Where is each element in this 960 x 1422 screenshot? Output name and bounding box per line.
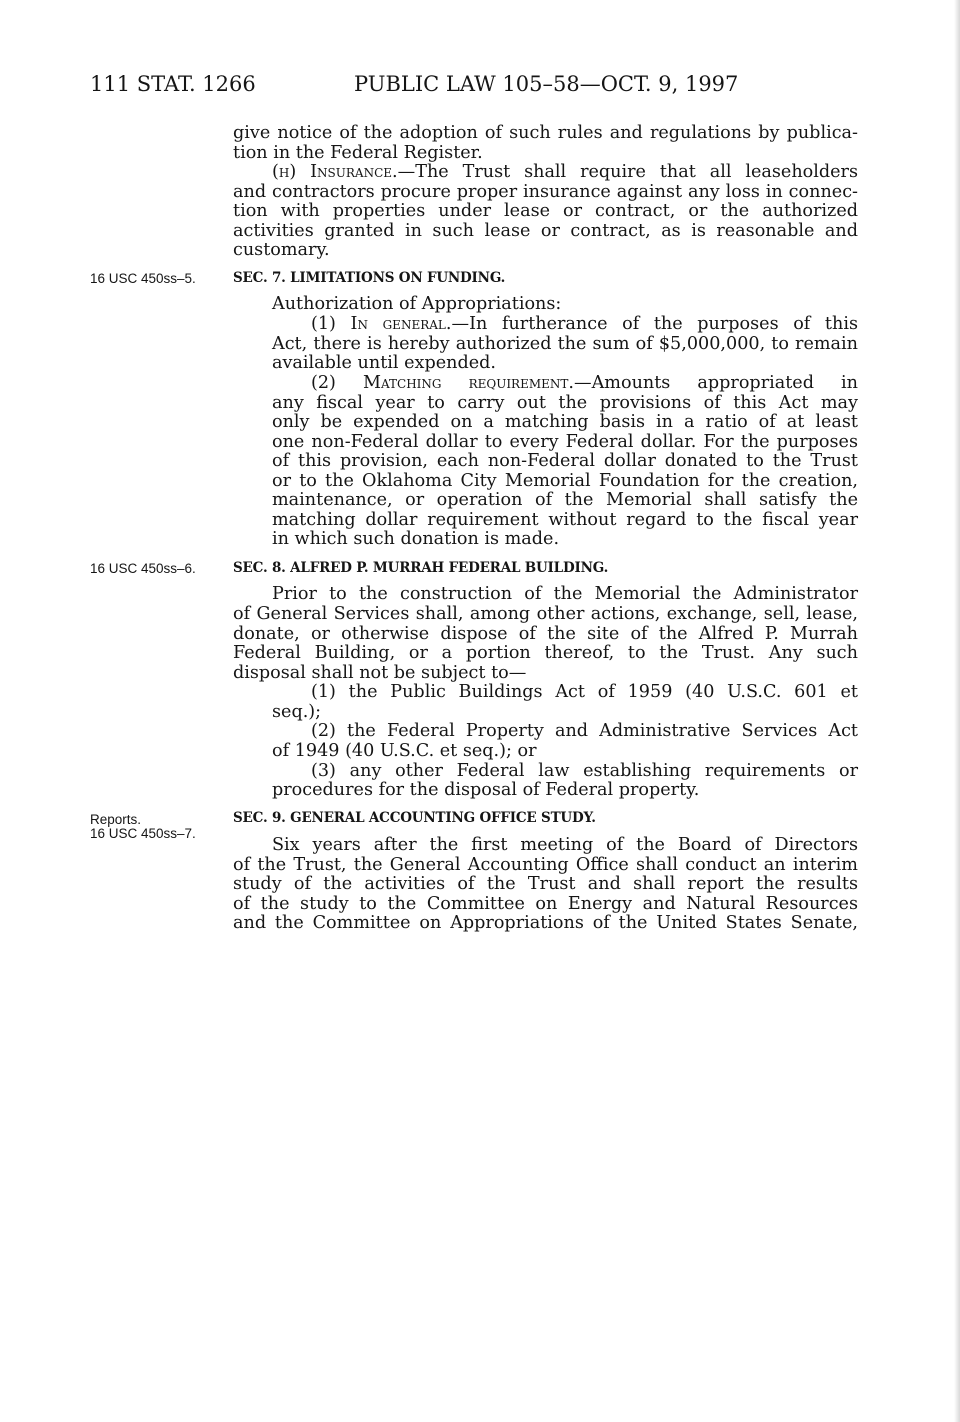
insurance-paragraph: (h) Insurance.—The Trust shall require that all leaseholders xyxy=(272,162,858,182)
body-line: only be expended on a matching basis in a ratio of at least xyxy=(272,412,858,432)
body-line: customary. xyxy=(233,240,330,260)
body-line: matching dollar requirement without regard to the fiscal year xyxy=(272,510,858,530)
body-line: Federal Building, or a portion thereof, to the Trust. Any such xyxy=(233,643,858,663)
body-line: donate, or otherwise dispose of the site of the Alfred P. Murrah xyxy=(233,624,858,644)
stat-citation: 111 STAT. 1266 xyxy=(90,72,256,96)
section-heading: SEC. 8. ALFRED P. MURRAH FEDERAL BUILDING. xyxy=(233,560,609,576)
list-item: (3) any other Federal law establishing requirements or xyxy=(311,761,858,781)
margin-citation: 16 USC 450ss–7. xyxy=(90,826,196,841)
body-line: give notice of the adoption of such rules and regulations by publica- xyxy=(233,123,858,143)
section-heading: SEC. 7. LIMITATIONS ON FUNDING. xyxy=(233,270,506,286)
body-line: and contractors procure proper insurance against any loss in connec- xyxy=(233,182,858,202)
body-line: in which such donation is made. xyxy=(272,529,560,549)
body-line: Six years after the first meeting of the Board of Directors xyxy=(272,835,858,855)
body-line: of General Services shall, among other actions, exchange, sell, lease, xyxy=(233,604,858,624)
body-line: study of the activities of the Trust and shall report the results xyxy=(233,874,858,894)
page-edge-shadow xyxy=(954,0,960,1422)
margin-note-reports: Reports. xyxy=(90,812,142,827)
body-line: of the study to the Committee on Energy and Natural Resources xyxy=(233,894,858,914)
section-heading: SEC. 9. GENERAL ACCOUNTING OFFICE STUDY. xyxy=(233,810,596,826)
list-item-continuation: of 1949 (40 U.S.C. et seq.); or xyxy=(272,741,537,761)
body-line: and the Committee on Appropriations of the United States Senate, xyxy=(233,913,858,933)
body-line: or to the Oklahoma City Memorial Foundation for the creation, xyxy=(272,471,858,491)
margin-citation: 16 USC 450ss–6. xyxy=(90,561,196,576)
body-line: Prior to the construction of the Memorial the Administrator xyxy=(272,584,858,604)
body-line: available until expended. xyxy=(272,353,497,373)
body-line: tion with properties under lease or contract, or the authorized xyxy=(233,201,858,221)
paragraph-in-general: (1) In general.—In furtherance of the purposes of this xyxy=(311,314,858,334)
body-line: activities granted in such lease or contract, as is reasonable and xyxy=(233,221,858,241)
margin-citation: 16 USC 450ss–5. xyxy=(90,271,196,286)
list-item: (2) the Federal Property and Administrative Services Act xyxy=(311,721,858,741)
body-line: any fiscal year to carry out the provisions of this Act may xyxy=(272,393,858,413)
paragraph-label: (2) Matching requirement. xyxy=(311,373,574,393)
page-header xyxy=(90,72,790,102)
list-item-continuation: procedures for the disposal of Federal property. xyxy=(272,780,700,800)
body-line: maintenance, or operation of the Memorial shall satisfy the xyxy=(272,490,858,510)
body-line: disposal shall not be subject to— xyxy=(233,663,527,683)
paragraph-matching-requirement: (2) Matching requirement.—Amounts appropriated in xyxy=(311,373,858,393)
insurance-label: (h) Insurance. xyxy=(272,162,398,182)
body-line: of the Trust, the General Accounting Office shall conduct an interim xyxy=(233,855,858,875)
body-line: Act, there is hereby authorized the sum of $5,000,000, to remain xyxy=(272,334,858,354)
list-item-continuation: seq.); xyxy=(272,702,322,722)
paragraph-label: (1) In general. xyxy=(311,314,452,334)
list-item: (1) the Public Buildings Act of 1959 (40 U.S.C. 601 et xyxy=(311,682,858,702)
subheading: Authorization of Appropriations: xyxy=(272,294,562,314)
body-line: tion in the Federal Register. xyxy=(233,143,483,163)
body-line: one non-Federal dollar to every Federal dollar. For the purposes xyxy=(272,432,858,452)
public-law-title: PUBLIC LAW 105–58—OCT. 9, 1997 xyxy=(354,72,739,96)
body-line: of this provision, each non-Federal dollar donated to the Trust xyxy=(272,451,858,471)
